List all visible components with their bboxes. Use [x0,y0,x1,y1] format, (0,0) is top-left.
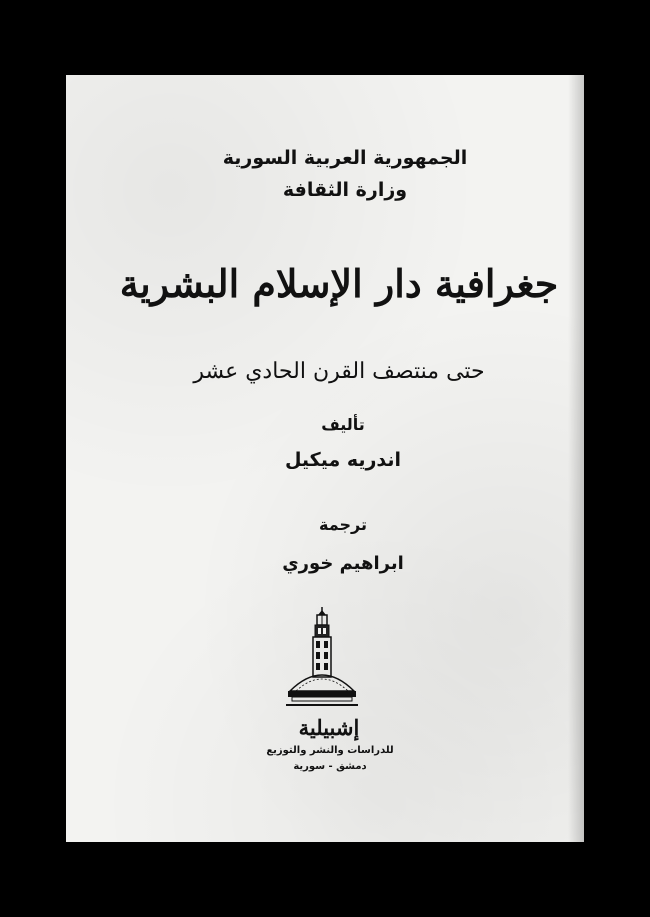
book-title: جغرافية دار الإسلام البشرية [119,261,559,306]
book-subtitle: حتى منتصف القرن الحادي عشر [193,359,485,384]
imprint-name: إشبيلية [298,715,360,740]
tower-dome-logo-icon [284,607,360,715]
translator-label: ترجمة [319,515,367,534]
imprint-place: دمشق - سورية [293,761,367,772]
book-cover-page [66,75,584,842]
publisher-ministry: وزارة الثقافة [282,179,408,201]
imprint-tagline: للدراسات والنشر والتوزيع [266,745,394,756]
author-label: تأليف [321,415,365,434]
author-name: اندريه ميكيل [284,449,402,471]
translator-name: ابراهيم خوري [282,553,404,574]
publisher-country: الجمهورية العربية السورية [222,147,468,169]
